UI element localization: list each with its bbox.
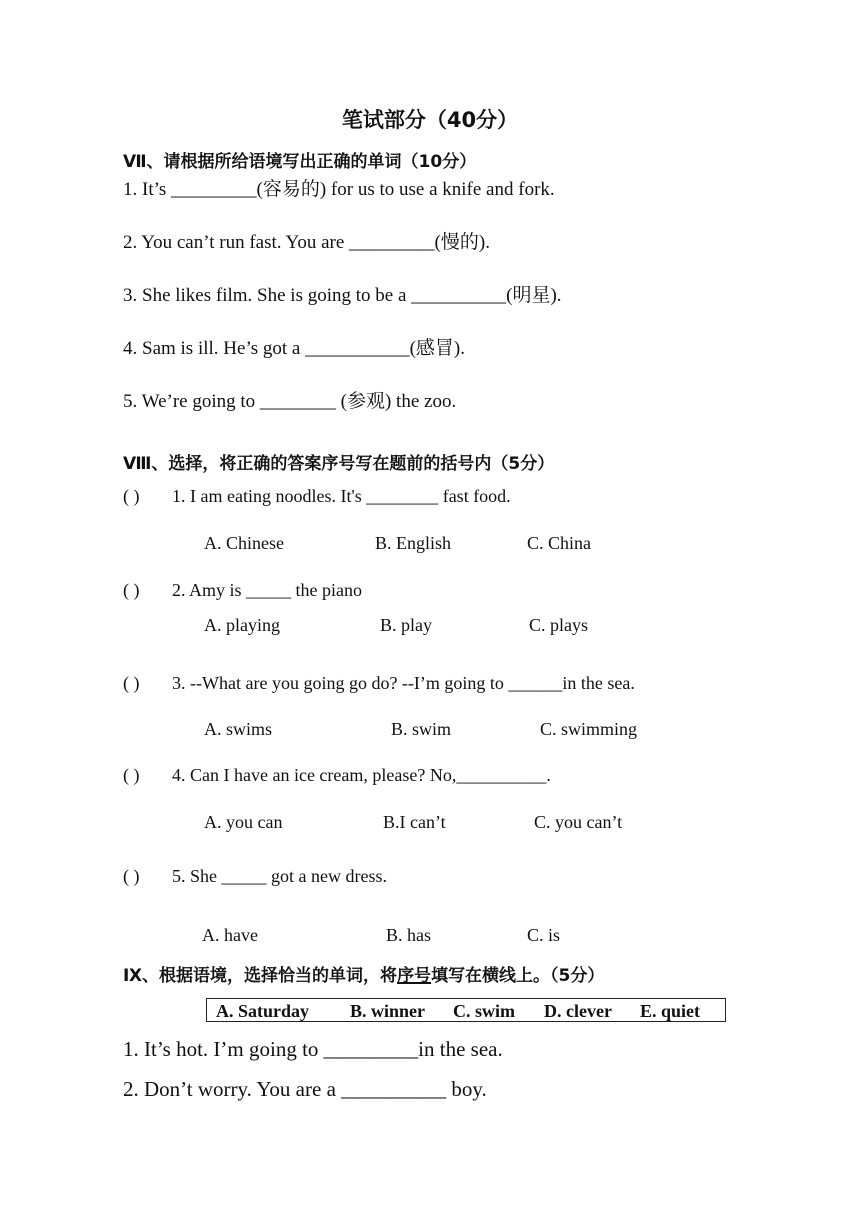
answer-bracket: ( ) [123,673,140,693]
s8-question-5: 5. She _____ got a new dress. [172,866,387,886]
s8-q1-option-b: B. English [375,533,452,553]
page-title: 笔试部分（40分） [341,108,519,132]
s8-question-2: 2. Amy is _____ the piano [172,580,362,600]
underlined-word: 序号 [397,966,432,986]
s7-item-5: 5. We’re going to ________ (参观) the zoo. [123,391,457,412]
s8-q3-option-a: A. swims [204,719,273,739]
s8-q4-option-c: C. you can’t [534,812,623,832]
s7-item-3: 3. She likes film. She is going to be a __________(明星). [123,285,562,306]
s8-q5-option-c: C. is [527,925,561,945]
answer-bracket: ( ) [123,580,140,600]
s8-q4-option-a: A. you can [204,812,283,832]
s8-q1-option-a: A. Chinese [204,533,284,553]
s8-q2-option-c: C. plays [529,615,589,635]
word-bank-e: E. quiet [640,1001,701,1021]
s7-item-2: 2. You can’t run fast. You are _________(慢的). [123,232,490,253]
s8-q5-option-b: B. has [386,925,431,945]
s8-question-3: 3. --What are you going go do? --I’m going to ______in the sea. [172,673,635,693]
word-bank-d: D. clever [544,1001,612,1021]
s8-question-4: 4. Can I have an ice cream, please? No,__________. [172,765,551,785]
s9-item-2: 2. Don’t worry. You are a __________ boy. [123,1077,487,1101]
s8-q3-option-c: C. swimming [540,719,638,739]
word-bank-b: B. winner [350,1001,426,1021]
s7-item-4: 4. Sam is ill. He’s got a ___________(感冒). [123,338,465,359]
section-9-heading: Ⅸ、根据语境，选择恰当的单词，将序号填写在横线上。（5分） [123,966,605,986]
s8-q1-option-c: C. China [527,533,592,553]
answer-bracket: ( ) [123,486,140,506]
s9-item-1: 1. It’s hot. I’m going to _________in the sea. [123,1037,503,1061]
s8-q5-option-a: A. have [202,925,258,945]
section-8-heading: Ⅷ、选择，将正确的答案序号写在题前的括号内（5分） [123,454,555,474]
s8-q2-option-a: A. playing [204,615,280,635]
answer-bracket: ( ) [123,765,140,785]
s8-q3-option-b: B. swim [391,719,452,739]
word-bank-a: A. Saturday [216,1001,310,1021]
word-bank-box [206,998,726,1022]
s8-q4-option-b: B.I can’t [383,812,446,832]
s7-item-1: 1. It’s _________(容易的) for us to use a knife and fork. [123,179,555,200]
s8-question-1: 1. I am eating noodles. It's ________ fast food. [172,486,511,506]
s8-q2-option-b: B. play [380,615,432,635]
word-bank-c: C. swim [453,1001,515,1021]
section-7-heading: Ⅶ、请根据所给语境写出正确的单词（10分） [123,152,477,172]
answer-bracket: ( ) [123,866,140,886]
